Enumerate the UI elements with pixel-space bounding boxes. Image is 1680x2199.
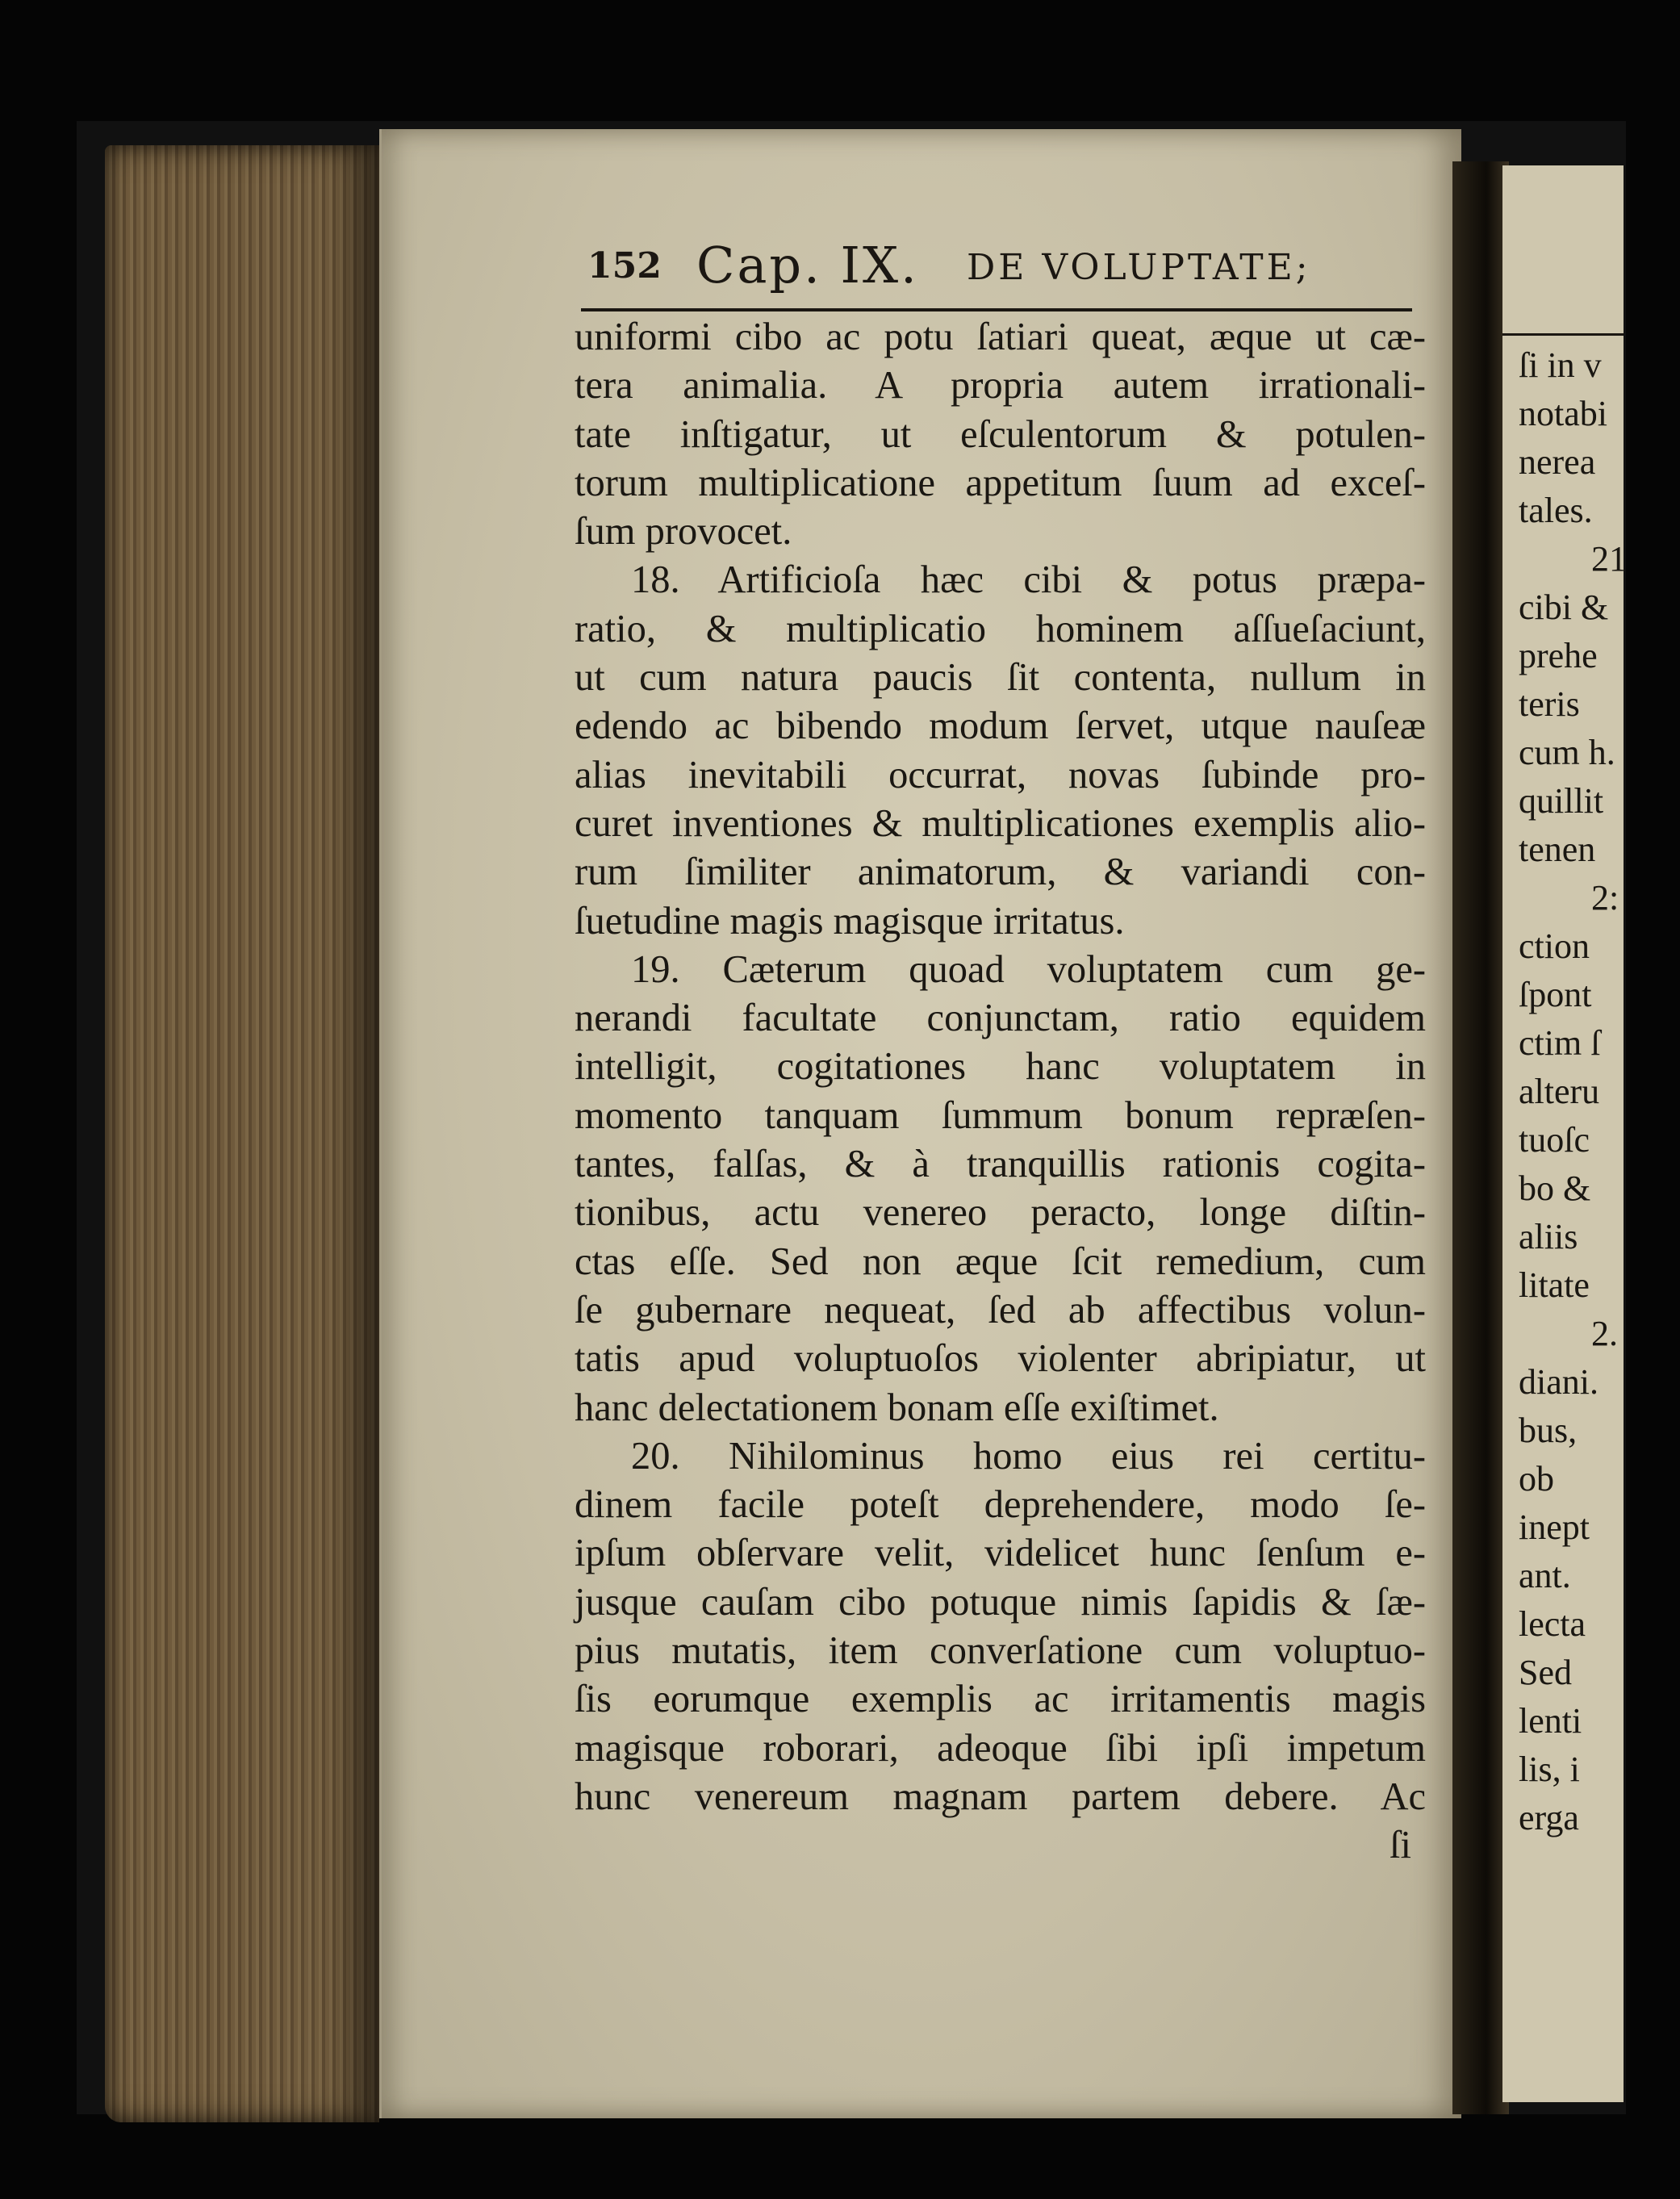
- text-line: 19. Cæterum quoad voluptatem cum ge-: [631, 947, 1426, 991]
- chapter-heading: Cap. IX.: [696, 236, 919, 295]
- text-line: 21: [1591, 539, 1627, 579]
- text-line: magisque roborari, adeoque ſibi ipſi impetum: [575, 1726, 1426, 1770]
- text-line: hanc delectationem bonam eſſe exiſtimet.: [575, 1386, 1219, 1429]
- right-page-rule: [1502, 333, 1624, 336]
- text-line: litate: [1519, 1265, 1590, 1305]
- text-line: ſpont: [1519, 975, 1592, 1014]
- running-header: [587, 236, 1410, 308]
- text-line: 18. Artificioſa hæc cibi & potus præpa-: [631, 558, 1426, 602]
- text-line: quillit: [1519, 781, 1604, 821]
- text-line: prehe: [1519, 636, 1598, 675]
- text-line: tera animalia. A propria autem irrationali-: [575, 364, 1426, 408]
- text-line: edendo ac bibendo modum ſervet, utque nauſeæ: [575, 704, 1426, 748]
- text-line: rum ſimiliter animatorum, & variandi con-: [575, 851, 1426, 894]
- text-line: ſi in v: [1519, 345, 1602, 385]
- text-line: dinem facile poteſt deprehendere, modo ſe-: [575, 1483, 1426, 1527]
- text-line: aliis: [1519, 1217, 1578, 1256]
- text-line: erga: [1519, 1798, 1579, 1837]
- book-gutter: [1452, 161, 1509, 2114]
- text-line: ipſum obſervare velit, videlicet hunc ſenſum e-: [575, 1532, 1426, 1575]
- text-line: nerea: [1519, 442, 1596, 482]
- running-title: DE VOLUPTATE;: [967, 247, 1311, 288]
- text-line: 20. Nihilominus homo eius rei certitu-: [631, 1434, 1426, 1478]
- text-line: tionibus, actu venereo peracto, longe diſtin-: [575, 1191, 1426, 1235]
- text-line: bus,: [1519, 1411, 1578, 1450]
- text-line: ction: [1519, 926, 1590, 966]
- text-line: inept: [1519, 1507, 1590, 1547]
- text-line: ſuetudine magis magisque irritatus.: [575, 899, 1125, 943]
- text-line: momento tanquam ſummum bonum repræſen-: [575, 1093, 1426, 1137]
- text-line: lenti: [1519, 1701, 1582, 1741]
- text-line: tate inſtigatur, ut eſculentorum & potulen-: [575, 412, 1426, 456]
- text-line: lis, i: [1519, 1750, 1580, 1789]
- text-line: torum multiplicatione appetitum ſuum ad exceſ-: [575, 461, 1426, 504]
- text-line: pius mutatis, item converſatione cum voluptuo-: [575, 1629, 1426, 1673]
- text-line: curet inventiones & multiplicationes exemplis alio-: [575, 801, 1426, 845]
- text-line: 2:: [1591, 878, 1619, 918]
- text-line: tenen: [1519, 830, 1596, 869]
- text-line: ſe gubernare nequeat, ſed ab affectibus volun-: [575, 1288, 1426, 1332]
- text-line: tatis apud voluptuoſos violenter abripiatur, ut: [575, 1337, 1426, 1381]
- text-line: ob: [1519, 1459, 1554, 1499]
- text-line: ſis eorumque exemplis ac irritamentis magis: [575, 1678, 1426, 1721]
- page-block-edges: [105, 145, 379, 2122]
- text-line: tantes, falſas, & à tranquillis rationis cogita-: [575, 1143, 1426, 1186]
- text-line: ant.: [1519, 1556, 1571, 1595]
- text-line: ctim ſ: [1519, 1023, 1601, 1063]
- text-line: 2.: [1591, 1314, 1618, 1353]
- text-line: cibi &: [1519, 587, 1609, 627]
- page-number: 152: [587, 245, 662, 286]
- text-line: bo &: [1519, 1168, 1591, 1208]
- text-line: intelligit, cogitationes hanc voluptatem in: [575, 1045, 1426, 1089]
- text-line: ut cum natura paucis ſit contenta, nullum in: [575, 656, 1426, 700]
- text-line: alteru: [1519, 1072, 1600, 1111]
- text-line: tales.: [1519, 491, 1593, 530]
- text-line: diani.: [1519, 1362, 1599, 1402]
- body-text: [575, 313, 1426, 1871]
- text-line: tuoſc: [1519, 1120, 1590, 1160]
- text-line: cum h.: [1519, 733, 1615, 772]
- text-line: ctas eſſe. Sed non æque ſcit remedium, cum: [575, 1240, 1426, 1283]
- text-line: lecta: [1519, 1604, 1586, 1644]
- text-line: nerandi facultate conjunctam, ratio equidem: [575, 997, 1426, 1040]
- catchword: ſi: [1390, 1824, 1411, 1867]
- right-page-fragment: [1502, 165, 1627, 2102]
- text-line: ſum provocet.: [575, 510, 792, 554]
- header-rule: [581, 308, 1412, 311]
- text-line: uniformi cibo ac potu ſatiari queat, æque ut cæ-: [575, 316, 1426, 358]
- text-line: alias inevitabili occurrat, novas ſubinde pro-: [575, 753, 1426, 796]
- right-page-text: [1519, 341, 1680, 1842]
- text-line: hunc venereum magnam partem debere. Ac: [575, 1775, 1426, 1818]
- text-line: teris: [1519, 684, 1580, 724]
- text-line: ratio, & multiplicatio hominem aſſueſaciunt,: [575, 607, 1426, 650]
- text-line: Sed: [1519, 1653, 1572, 1692]
- text-line: notabi: [1519, 394, 1607, 433]
- text-line: jusque cauſam cibo potuque nimis ſapidis & ſæ-: [575, 1580, 1426, 1624]
